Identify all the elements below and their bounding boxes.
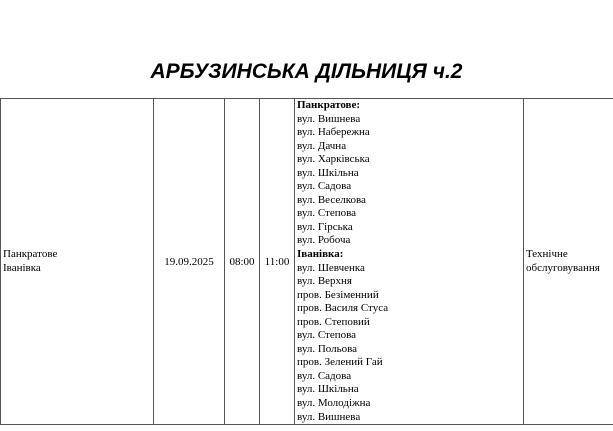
street-item: вул. Польова [297,342,358,355]
settlements-cell [1,99,154,425]
street-item: вул. Харківська [297,153,370,166]
street-item: вул. Садова [297,369,352,382]
start-time-cell: 08:00 [225,99,260,425]
settlement-name: Панкратове [3,248,58,261]
street-item: пров. Безіменний [297,288,379,301]
reason-text: обслуговування [526,261,600,274]
street-item: вул. Степова [297,207,357,220]
street-item: вул. Садова [297,180,352,193]
settlement-group-heading: Панкратове: [297,99,361,111]
street-item: вул. Вишнева [297,112,361,125]
page-title: АРБУЗИНСЬКА ДІЛЬНИЦЯ ч.2 [150,60,463,83]
settlement-name: Іванівка [3,261,41,274]
date-cell: 19.09.2025 [154,99,225,425]
street-item: вул. Шкільна [297,383,359,396]
street-item: вул. Верхня [297,275,352,288]
streets-cell [295,99,524,425]
street-item: вул. Веселкова [297,193,366,206]
street-item: пров. Василя Стуса [297,302,389,315]
street-item: вул. Дачна [297,139,347,152]
street-item: вул. Молодіжна [297,397,371,410]
street-list [297,99,521,424]
table-row [1,99,613,425]
street-item: вул. Набережна [297,126,370,139]
street-item: вул. Шевченка [297,261,365,274]
street-item: вул. Робоча [297,234,351,247]
settlement-group-heading: Іванівка: [297,248,344,261]
street-item: пров. Зелений Гай [297,356,383,369]
street-item: вул. Вишнева [297,410,361,423]
reason-cell [524,99,613,425]
outage-schedule-table [0,98,613,425]
street-item: вул. Шкільна [297,166,359,179]
street-item: вул. Гірська [297,220,353,233]
end-time-cell: 11:00 [260,99,295,425]
street-item: пров. Степовий [297,315,370,328]
street-item: вул. Степова [297,329,357,342]
reason-text: Технічне [526,248,568,261]
